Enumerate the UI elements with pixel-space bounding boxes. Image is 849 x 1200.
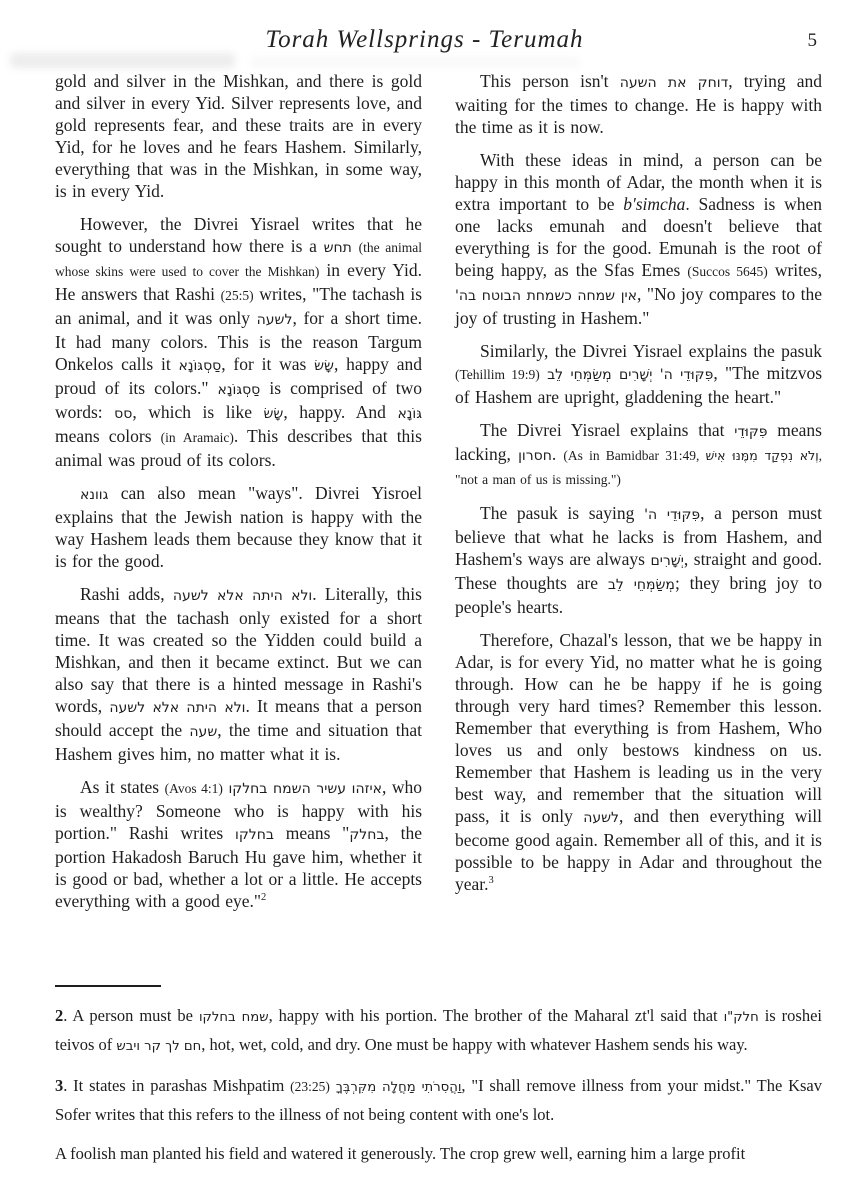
paragraph: Therefore, Chazal's lesson, that we be happy in Adar, is for every Yid, no matter what he is going through. How can he be happy if he is going through very hard times? Remember this lesson. Remember that everything is from Hashem, Who loves us and only bestows kindness on us. Remember that Hashem is leading us in the very best way, and remember that the situation will pass, it is only לשעה, and then everything will become good again. Remember all of this, and it is possible to be happy in Adar and throughout the year.$^3$ xyxy=(455,630,822,894)
footnote-3: 3. It states in parashas Mishpatim (23:25) וַהֲסִרֹתִי מַחֲלָה מִקִּרְבֶּךָ, "I shall remove illness from your midst." The Ksav Sofer writes that this refers to the illness of not being content with one's lot. xyxy=(55,1076,822,1124)
paragraph: gold and silver in the Mishkan, and there is gold and silver in every Yid. Silver represents love, and gold represents fear, and these traits are in every Yid, for he loves and he fears Hashem. Similarly, everything that was in the Mishkan, in some way, is in every Yid. xyxy=(55,71,422,201)
right-column xyxy=(455,70,822,923)
paragraph: However, the Divrei Yisrael writes that he sought to understand how there is a תחש (the animal whose skins were used to cover the Mishkan) in every Yid. He answers that Rashi (25:5) writes, "The tachash is an animal, and it was only לשעה, for a short time. It had many colors. This is the reason Targum Onkelos calls it סַסְגּוֹנָא, for it was שָׂשׂ, happy and proud of its colors." סַסְגּוֹנָא is comprised of two words: סס, which is like שָׂשׂ, happy. And גּוֹנָא means colors (in Aramaic). This describes that this animal was proud of its colors. xyxy=(55,214,423,470)
left-column xyxy=(55,70,422,923)
footnotes-section xyxy=(55,985,822,1179)
footnote-2: 2. A person must be שמח בחלקו, happy with his portion. The brother of the Maharal zt'l said that חלק"ו is roshei teivos of חם לך קר ויבש, hot, wet, cold, and dry. One must be happy with whatever Hashem sends his way. xyxy=(55,1006,822,1054)
page-title: Torah Wellsprings - Terumah xyxy=(265,26,584,53)
paragraph: With these ideas in mind, a person can be happy in this month of Adar, the month when it is extra important to be b'simcha. Sadness is when one lacks emunah and doesn't believe that everything is for the good. Emunah is the root of being happy, as the Sfas Emes (Succos 5645) writes, אין שמחה כשמחת הבוטח בה', "No joy compares to the joy of trusting in Hashem." xyxy=(455,150,823,328)
page-number: 5 xyxy=(807,30,817,51)
paragraph: The pasuk is saying פִּקּוּדֵי ה', a person must believe that what he lacks is from Hashem, and Hashem's ways are always יְשָׁרִים, straight and good. These thoughts are מְשַׂמְּחֵי לֵב; they bring joy to people's hearts. xyxy=(455,503,823,617)
page-body xyxy=(55,70,822,923)
paragraph: גוונא can also mean "ways". Divrei Yisroel explains that the Jewish nation is happy with the way Hashem leads them because they know that it is for the good. xyxy=(55,483,422,571)
paragraph: Similarly, the Divrei Yisrael explains the pasuk (Tehillim 19:9) פִּקּוּדֵי ה' יְשָׁרִים מְשַׂמְּחֵי לֵב, "The mitzvos of Hashem are upright, gladdening the heart." xyxy=(455,341,823,407)
scan-artifact xyxy=(250,57,580,67)
footnote-divider xyxy=(55,985,161,987)
paragraph: This person isn't דוחק את השעה, trying and waiting for the times to change. He is happy with the time as it is now. xyxy=(455,71,822,137)
scan-artifact xyxy=(10,53,235,68)
paragraph: The Divrei Yisrael explains that פִּקּוּדֵי means lacking, חסרון. (As in Bamidbar 31:49, וְלֹא נִפְקַד מִמֶּנּוּ אִישׁ, "not a man of us is missing.") xyxy=(455,420,823,487)
paragraph: Rashi adds, ולא היתה אלא לשעה. Literally, this means that the tachash only existed for a short time. It was created so the Yidden could build a Mishkan, and then it became extinct. But we can also say that there is a hinted message in Rashi's words, ולא היתה אלא לשעה. It means that a person should accept the שעה, the time and situation that Hashem gives him, no matter what it is. xyxy=(55,584,422,764)
paragraph: As it states (Avos 4:1) איזהו עשיר השמח בחלקו, who is wealthy? Someone who is happy with his portion." Rashi writes בחלקו means "בחלק, the portion Hakadosh Baruch Hu gave him, whether it is good or bad, whether a lot or a little. He accepts everything with a good eye."$^2$ xyxy=(55,777,423,911)
footnote-story: A foolish man planted his field and watered it generously. The crop grew well, earning him a large profit xyxy=(55,1144,746,1163)
